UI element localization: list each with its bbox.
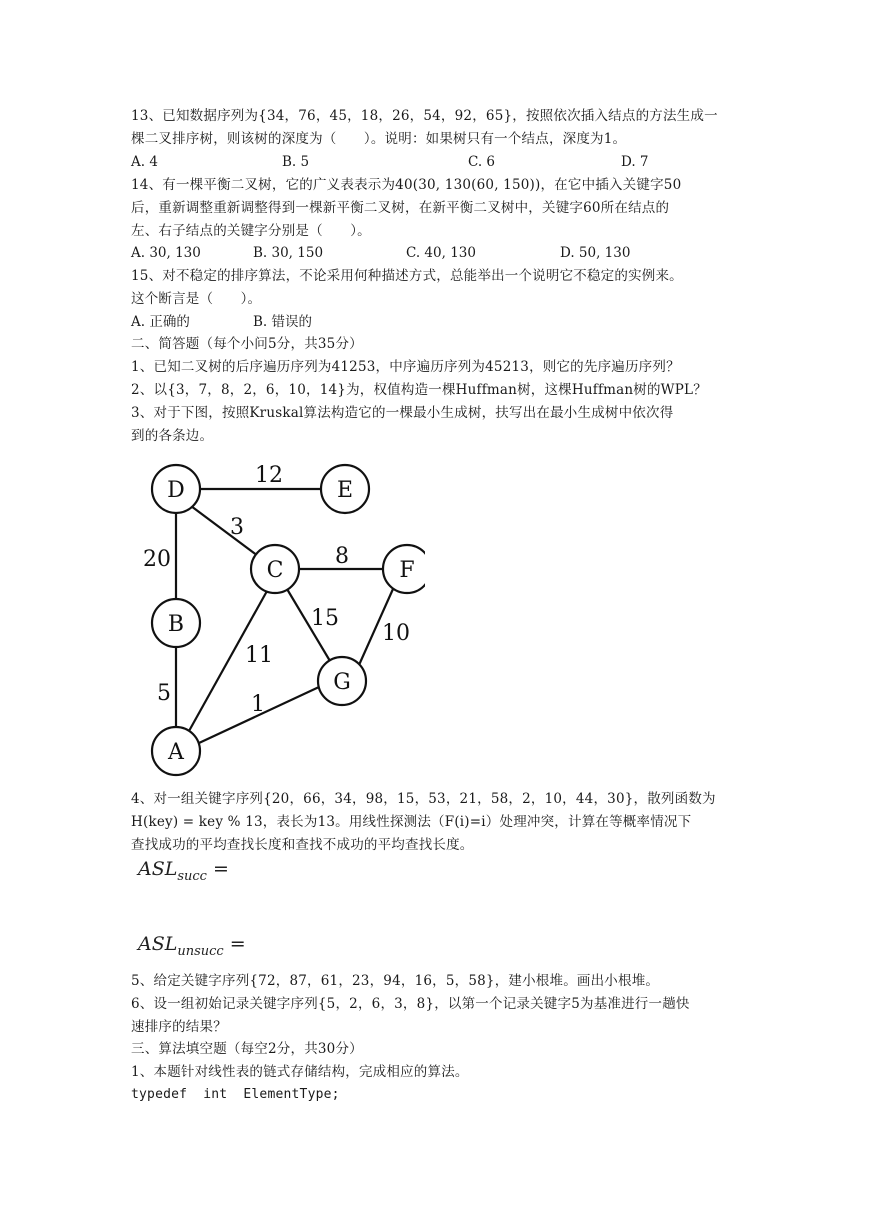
q15-option-b: B. 错误的 <box>253 314 313 330</box>
q13-line-2: 棵二叉排序树，则该树的深度为（ ）。说明：如果树只有一个结点，深度为1。 <box>131 131 627 147</box>
node-label-c: C <box>266 558 284 583</box>
node-label-g: G <box>333 670 351 695</box>
s2-question-4-line-3: 查找成功的平均查找长度和查找不成功的平均查找长度。 <box>131 837 474 853</box>
edge-weight-f-g: 10 <box>382 621 410 646</box>
node-label-a: A <box>168 740 184 765</box>
q13-option-a: A. 4 <box>131 154 158 170</box>
q14-option-d: D. 50, 130 <box>560 245 631 261</box>
s2-question-5: 5、给定关键字序列{72，87，61，23，94，16，5，58}，建小根堆。画出小根堆。 <box>131 973 660 989</box>
edge-weight-d-e: 12 <box>255 463 283 488</box>
asl-unsucc-sub: unsucc <box>177 943 224 959</box>
q14-option-b: B. 30, 150 <box>253 245 324 261</box>
s2-question-4-line-2: H(key) = key % 13，表长为13。用线性探测法（F(i)=i）处理冲突，计算在等概率情况下 <box>131 814 692 830</box>
s2-question-4-line-1: 4、对一组关键字序列{20，66，34，98，15，53，21，58，2，10，44，30}，散列函数为 <box>131 791 716 807</box>
q15-line-1: 15、对不稳定的排序算法，不论采用何种描述方式，总能举出一个说明它不稳定的实例来。 <box>131 268 683 284</box>
q13-option-d: D. 7 <box>621 154 649 170</box>
s2-question-1: 1、已知二叉树的后序遍历序列为41253，中序遍历序列为45213，则它的先序遍历序列？ <box>131 359 680 375</box>
node-label-f: F <box>399 558 415 583</box>
q14-option-a: A. 30, 130 <box>131 245 201 261</box>
node-label-d: D <box>167 478 185 503</box>
q13-option-c: C. 6 <box>468 154 496 170</box>
q14-line-1: 14、有一棵平衡二叉树，它的广义表表示为40(30, 130(60, 150))，在它中插入关键字50 <box>131 177 682 193</box>
s2-question-6-line-2: 速排序的结果？ <box>131 1019 227 1035</box>
edge-weight-b-a: 5 <box>157 681 171 706</box>
edge-weight-c-a: 11 <box>245 643 273 668</box>
kruskal-graph <box>135 455 425 785</box>
q15-option-a: A. 正确的 <box>131 314 190 330</box>
edge-weight-d-c: 3 <box>230 515 244 540</box>
q13-option-b: B. 5 <box>282 154 310 170</box>
asl-unsucc-formula <box>138 933 246 959</box>
asl-succ-formula <box>138 858 229 884</box>
q14-line-3: 左、右子结点的关键字分别是（ ）。 <box>131 223 371 239</box>
q14-option-c: C. 40, 130 <box>406 245 476 261</box>
q14-line-2: 后，重新调整重新调整得到一棵新平衡二叉树，在新平衡二叉树中，关键字60所在结点的 <box>131 200 670 216</box>
edge-d-c <box>191 506 258 556</box>
code-typedef-line: typedef int ElementType; <box>131 1087 340 1102</box>
s2-question-2: 2、以{3，7，8，2，6，10，14}为，权值构造一棵Huffman树，这棵Huffman树的WPL？ <box>131 382 707 398</box>
asl-unsucc-eq: = <box>229 933 246 955</box>
q15-line-2: 这个断言是（ ）。 <box>131 291 262 307</box>
s3-algorithm-1: 1、本题针对线性表的链式存储结构，完成相应的算法。 <box>131 1064 469 1080</box>
edge-weight-d-b: 20 <box>143 547 171 572</box>
section2-title: 二、简答题（每个小问5分，共35分） <box>131 336 363 352</box>
node-label-e: E <box>336 478 354 503</box>
asl-succ-eq: = <box>213 858 229 880</box>
q13-line-1: 13、已知数据序列为{34，76，45，18，26，54，92，65}，按照依次插入结点的方法生成一 <box>131 108 718 124</box>
asl-unsucc-main: ASL <box>138 933 178 955</box>
edge-weight-c-f: 8 <box>335 544 349 569</box>
s2-question-3-line-2: 到的各条边。 <box>131 428 214 444</box>
s2-question-6-line-1: 6、设一组初始记录关键字序列{5，2，6，3，8}，以第一个记录关键字5为基准进行一趟快 <box>131 996 690 1012</box>
section3-title: 三、算法填空题（每空2分，共30分） <box>131 1041 363 1057</box>
edge-weight-a-g: 1 <box>251 692 265 717</box>
s2-question-3-line-1: 3、对于下图，按照Kruskal算法构造它的一棵最小生成树，扶写出在最小生成树中依次得 <box>131 405 674 421</box>
edge-weight-c-g: 15 <box>311 606 339 631</box>
asl-succ-main: ASL <box>138 858 178 880</box>
asl-succ-sub: succ <box>177 868 207 884</box>
node-label-b: B <box>167 612 185 637</box>
